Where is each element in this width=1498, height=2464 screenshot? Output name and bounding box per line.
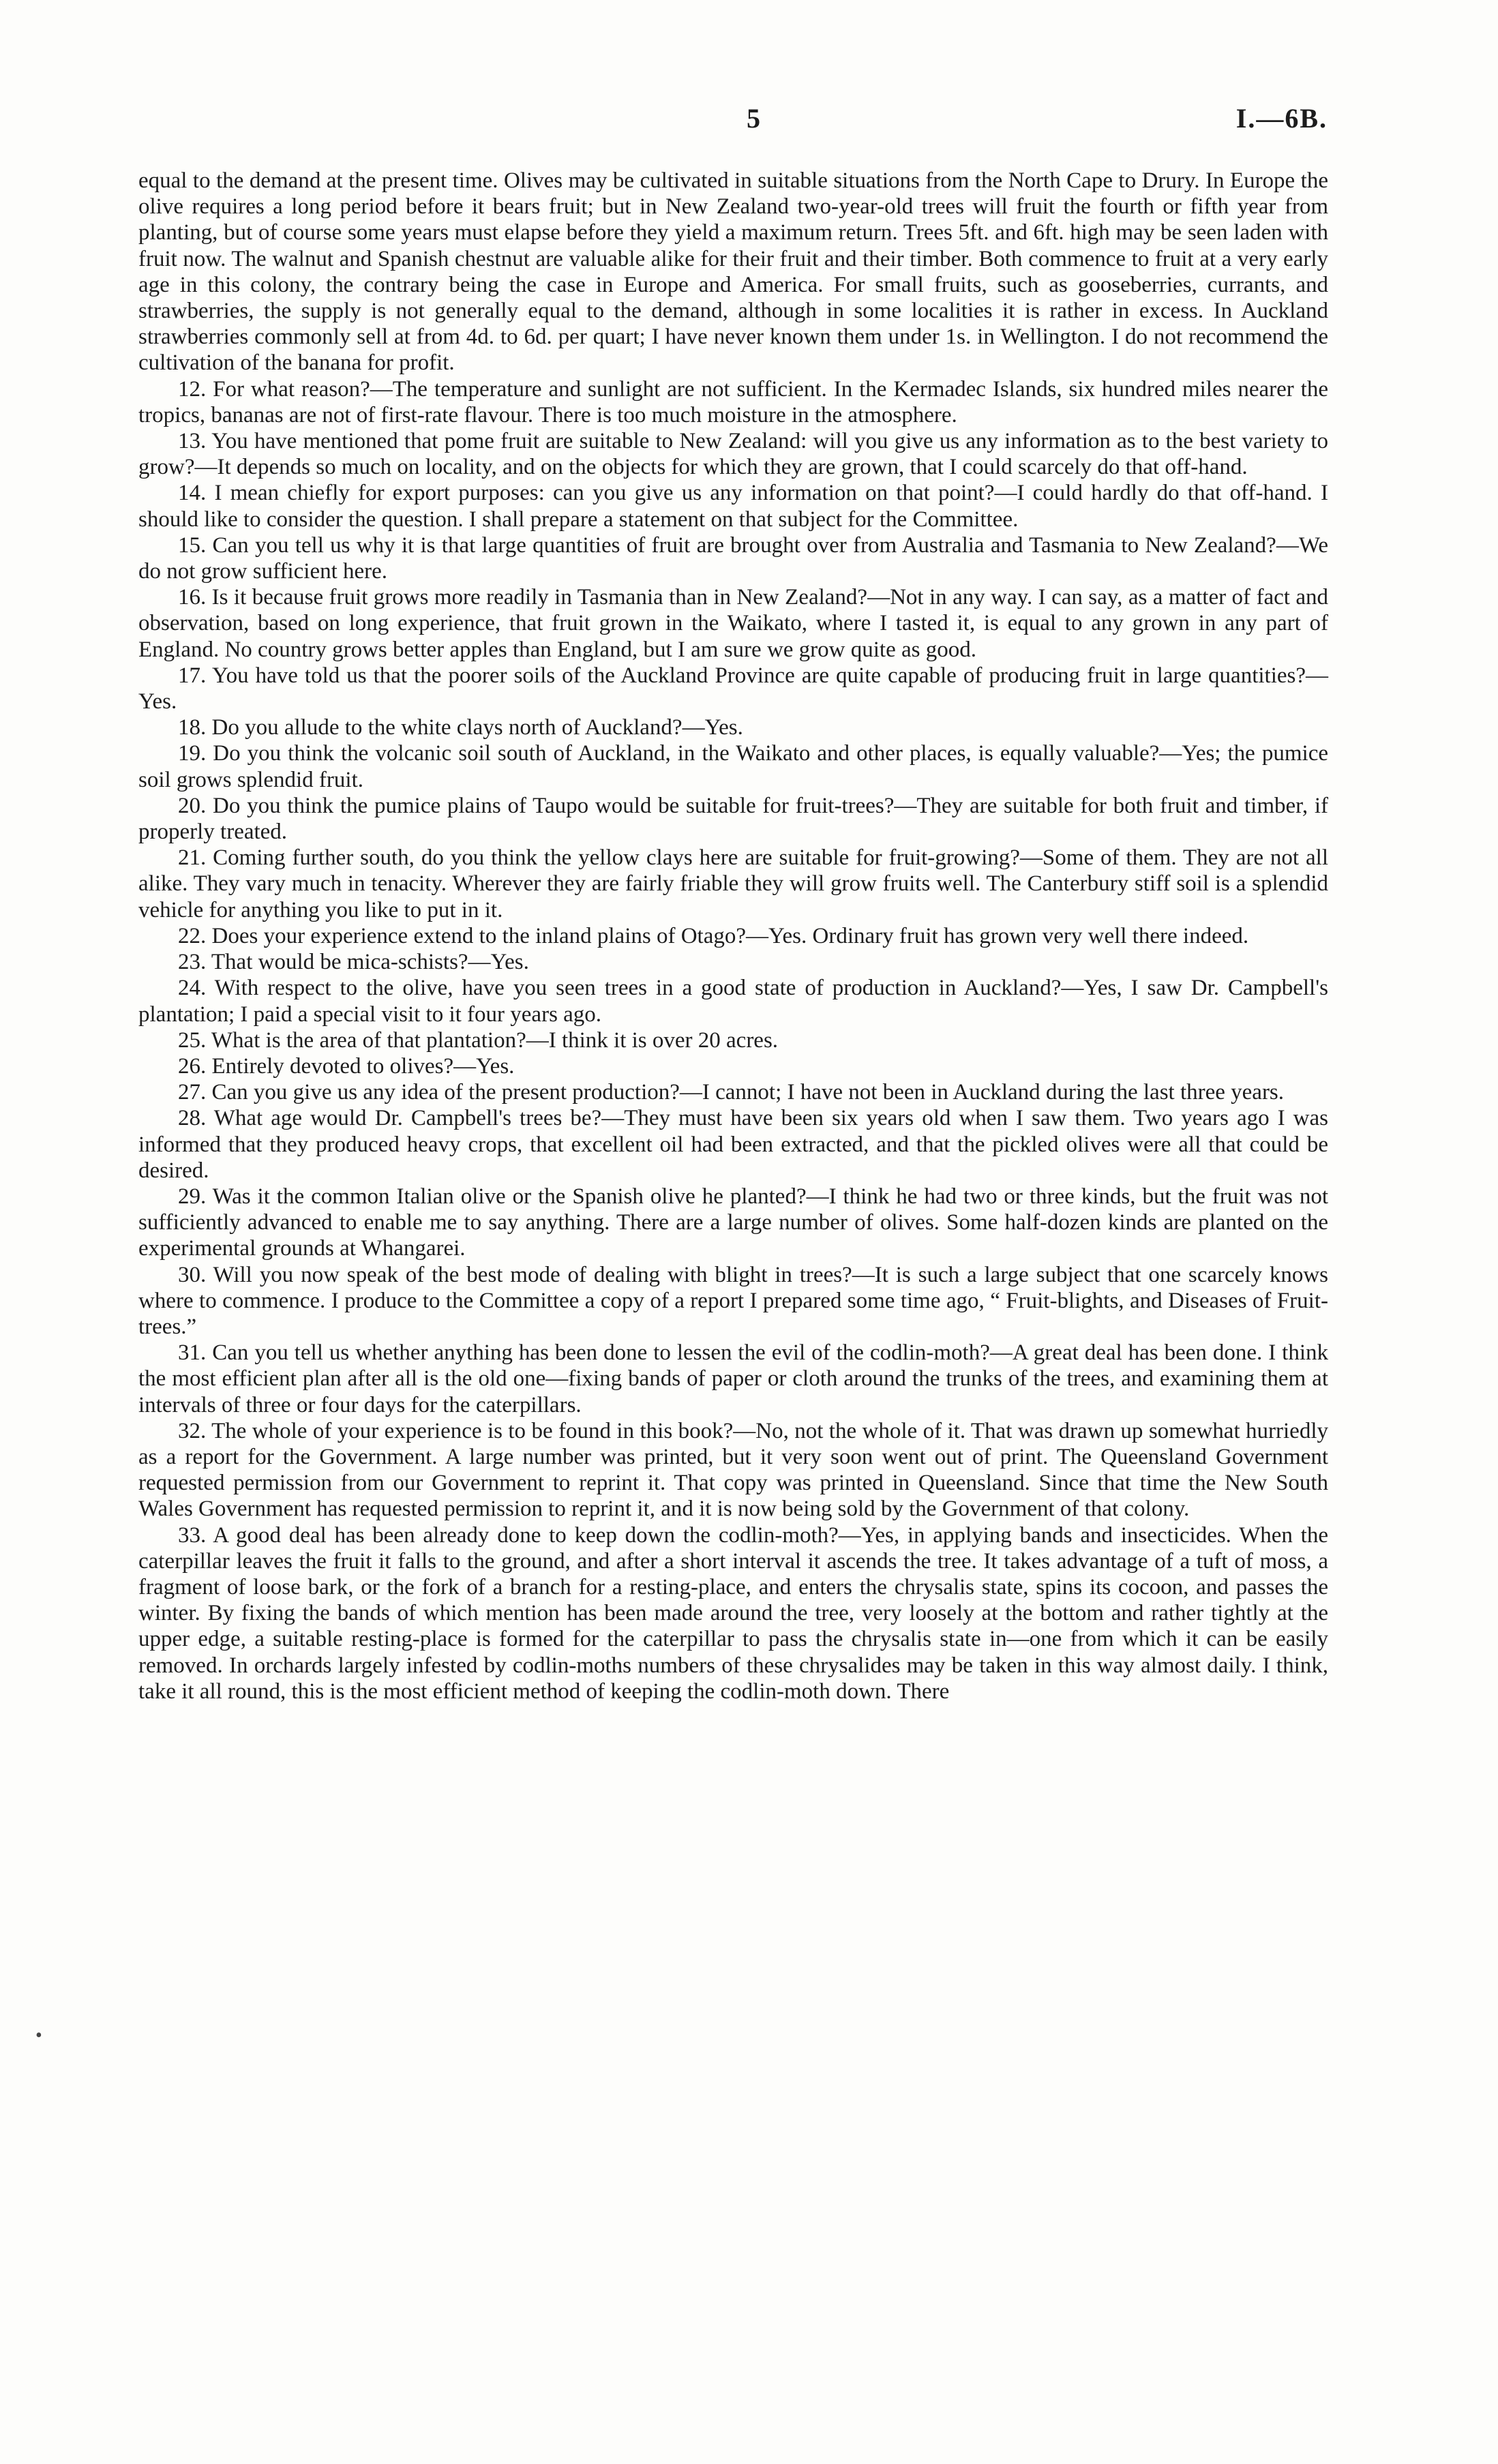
question-31: 31. Can you tell us whether anything has been done to lessen the evil of the codlin-moth?—A great deal has been done. I think the most efficient plan after all is the old one—fixing bands of paper or cloth around the trunks of the trees, and examining them at intervals of three or four days for the caterpillars. [138,1340,1328,1417]
question-30: 30. Will you now speak of the best mode of dealing with blight in trees?—It is such a large subject that one scarcely knows where to commence. I produce to the Committee a copy of a report I prepared some time ago, “ Fruit-blights, and Diseases of Fruit-trees.” [138,1262,1328,1339]
paragraph-continuation: equal to the demand at the present time. Olives may be cultivated in suitable situations from the North Cape to Drury. In Europe the olive requires a long period before it bears fruit; but in New Zealand two-year-old trees will fruit the fourth or fifth year from planting, but of course some years must elapse before they yield a maximum return. Trees 5ft. and 6ft. high may be seen laden with fruit now. The walnut and Spanish chestnut are valuable alike for their fruit and their timber. Both commence to fruit at a very early age in this colony, the contrary being the case in Europe and America. For small fruits, such as gooseberries, currants, and strawberries, the supply is not generally equal to the demand, although in some localities it is rather in excess. In Auckland strawberries commonly sell at from 4d. to 6d. per quart; I have never known them under 1s. in Wellington. I do not recommend the cultivation of the banana for profit. [138,168,1328,376]
question-20: 20. Do you think the pumice plains of Taupo would be suitable for fruit-trees?—They are suitable for both fruit and timber, if properly treated. [138,793,1328,845]
question-23: 23. That would be mica-schists?—Yes. [178,950,529,975]
page-header [140,102,1328,143]
question-21: 21. Coming further south, do you think the yellow clays here are suitable for fruit-growing?—Some of them. They are not all alike. They vary much in tenacity. Wherever they are fairly friable they will grow fruits well. The Canterbury stiff soil is a splendid vehicle for anything you like to put in it. [138,845,1328,922]
question-12: 12. For what reason?—The temperature and sunlight are not sufficient. In the Kermadec Islands, six hundred miles nearer the tropics, bananas are not of first-rate flavour. There is too much moisture in the atmosphere. [138,376,1328,427]
question-22: 22. Does your experience extend to the inland plains of Otago?—Yes. Ordinary fruit has grown very well there indeed. [178,923,1249,948]
question-26: 26. Entirely devoted to olives?—Yes. [178,1053,515,1079]
question-16: 16. Is it because fruit grows more readily in Tasmania than in New Zealand?—Not in any way. I can say, as a matter of fact and observation, based on long experience, that fruit grown in the Waikato, where I tasted it, is equal to any grown in any part of England. No country grows better apples than England, but I am sure we grow quite as good. [138,585,1328,662]
document-reference: I.—6B. [1235,103,1328,134]
evidence-text [138,168,1328,1704]
question-33: 33. A good deal has been already done to keep down the codlin-moth?—Yes, in applying bands and insecticides. When the caterpillar leaves the fruit it falls to the ground, and after a short interval it ascends the tree. It takes advantage of a tuft of moss, a fragment of loose bark, or the fork of a branch for a resting-place, and enters the chrysalis state, spins its cocoon, and passes the winter. By fixing the bands of which mention has been made around the tree, very loosely at the bottom and rather tightly at the upper edge, a suitable resting-place is formed for the caterpillar to pass the chrysalis state in—one from which it can be easily removed. In orchards largely infested by codlin-moths numbers of these chrysalides may be taken in this way almost daily. I think, take it all round, this is the most efficient method of keeping the codlin-moth down. There [138,1522,1328,1704]
margin-dot: • [35,2025,42,2046]
question-13: 13. You have mentioned that pome fruit are suitable to New Zealand: will you give us any information as to the best variety to grow?—It depends so much on locality, and on the objects for which they are grown, that I could scarcely do that off-hand. [138,429,1328,480]
question-19: 19. Do you think the volcanic soil south of Auckland, in the Waikato and other places, is equally valuable?—Yes; the pumice soil grows splendid fruit. [138,741,1328,792]
question-18: 18. Do you allude to the white clays north of Auckland?—Yes. [178,715,743,740]
question-15: 15. Can you tell us why it is that large quantities of fruit are brought over from Australia and Tasmania to New Zealand?—We do not grow sufficient here. [138,532,1328,584]
question-25: 25. What is the area of that plantation?—I think it is over 20 acres. [178,1027,779,1053]
question-24: 24. With respect to the olive, have you seen trees in a good state of production in Auckland?—Yes, I saw Dr. Campbell's plantation; I paid a special visit to it four years ago. [138,976,1328,1027]
question-27: 27. Can you give us any idea of the present production?—I cannot; I have not been in Auckland during the last three years. [178,1080,1285,1105]
question-14: 14. I mean chiefly for export purposes: can you give us any information on that point?—I could hardly do that off-hand. I should like to consider the question. I shall prepare a statement on that subject for the Committee. [138,481,1328,532]
question-32: 32. The whole of your experience is to be found in this book?—No, not the whole of it. That was drawn up somewhat hurriedly as a report for the Government. A large number was printed, but it very soon went out of print. The Queensland Government requested permission from our Government to reprint it. That copy was printed in Queensland. Since that time the New South Wales Government has requested permission to reprint it, and it is now being sold by the Government of that colony. [138,1418,1328,1522]
question-29: 29. Was it the common Italian olive or the Spanish olive he planted?—I think he had two or three kinds, but the fruit was not sufficiently advanced to enable me to say anything. There are a large number of olives. Some half-dozen kinds are planted on the experimental grounds at Whangarei. [138,1184,1328,1261]
question-17: 17. You have told us that the poorer soils of the Auckland Province are quite capable of producing fruit in large quantities?—Yes. [138,663,1328,715]
page-number: 5 [747,103,760,134]
question-28: 28. What age would Dr. Campbell's trees be?—They must have been six years old when I saw them. Two years ago I was informed that they produced heavy crops, that excellent oil had been extracted, and that the pickled olives were all that could be desired. [138,1106,1328,1183]
